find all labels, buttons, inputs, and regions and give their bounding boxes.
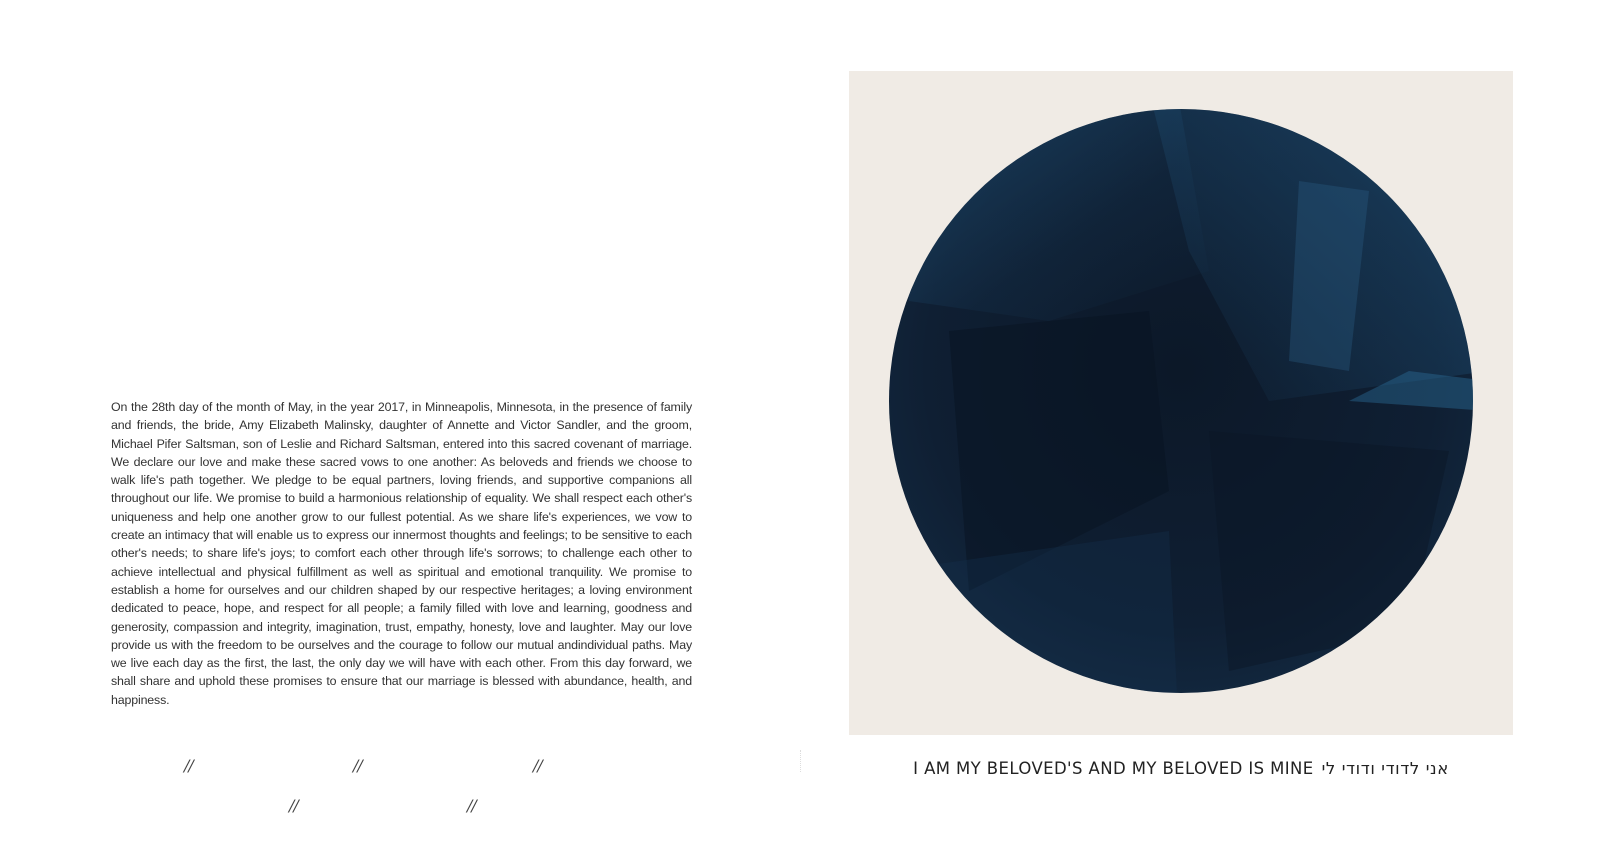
signature-line-mark: // xyxy=(353,756,362,775)
caption-hebrew: אני לדודי ודודי לי xyxy=(1321,759,1449,778)
signature-line-mark: // xyxy=(184,756,193,775)
signature-line-mark: // xyxy=(289,796,298,815)
signature-line-mark: // xyxy=(533,756,542,775)
caption-english: I AM MY BELOVED'S AND MY BELOVED IS MINE xyxy=(913,759,1314,778)
vow-paragraph: On the 28th day of the month of May, in the year 2017, in Minneapolis, Minnesota, in the presence of family and friends, the bride, Amy Elizabeth Malinsky, daughter of Annette and Victor Sandler, and the groom, Michael Pifer Saltsman, son of Leslie and Richard Saltsman, entered into this sacred covenant of marriage. We declare our love and make these sacred vows to one another: As beloveds and friends we choose to walk life's path together. We pledge to be equal partners, loving friends, and supportive companions all throughout our life. We promise to build a harmonious relationship of equality. We shall respect each other's uniqueness and help one another grow to our fullest potential. As we share life's experiences, we vow to create an intimacy that will enable us to express our innermost thoughts and feelings; to be sensitive to each other's needs; to share life's joys; to comfort each other through life's sorrows; to challenge each other to achieve intellectual and physical fulfillment as well as spiritual and emotional tranquility. We promise to establish a home for ourselves and our children shaped by our respective heritages; a loving environment dedicated to peace, hope, and respect for all people; a family filled with love and learning, goodness and generosity, compassion and integrity, imagination, trust, empathy, honesty, love and laughter. May our love provide us with the freedom to be ourselves and the courage to follow our mutual andindividual paths. May we live each day as the first, the last, the only day we will have with each other. From this day forward, we shall share and uphold these promises to ensure that our marriage is blessed with abundance, health, and happiness. xyxy=(111,400,692,707)
signature-line-mark: // xyxy=(467,796,476,815)
page-gutter xyxy=(800,750,802,772)
painted-circle-artwork xyxy=(849,71,1513,735)
artwork-panel xyxy=(849,71,1513,735)
orb xyxy=(849,71,1513,735)
caption xyxy=(849,759,1513,778)
